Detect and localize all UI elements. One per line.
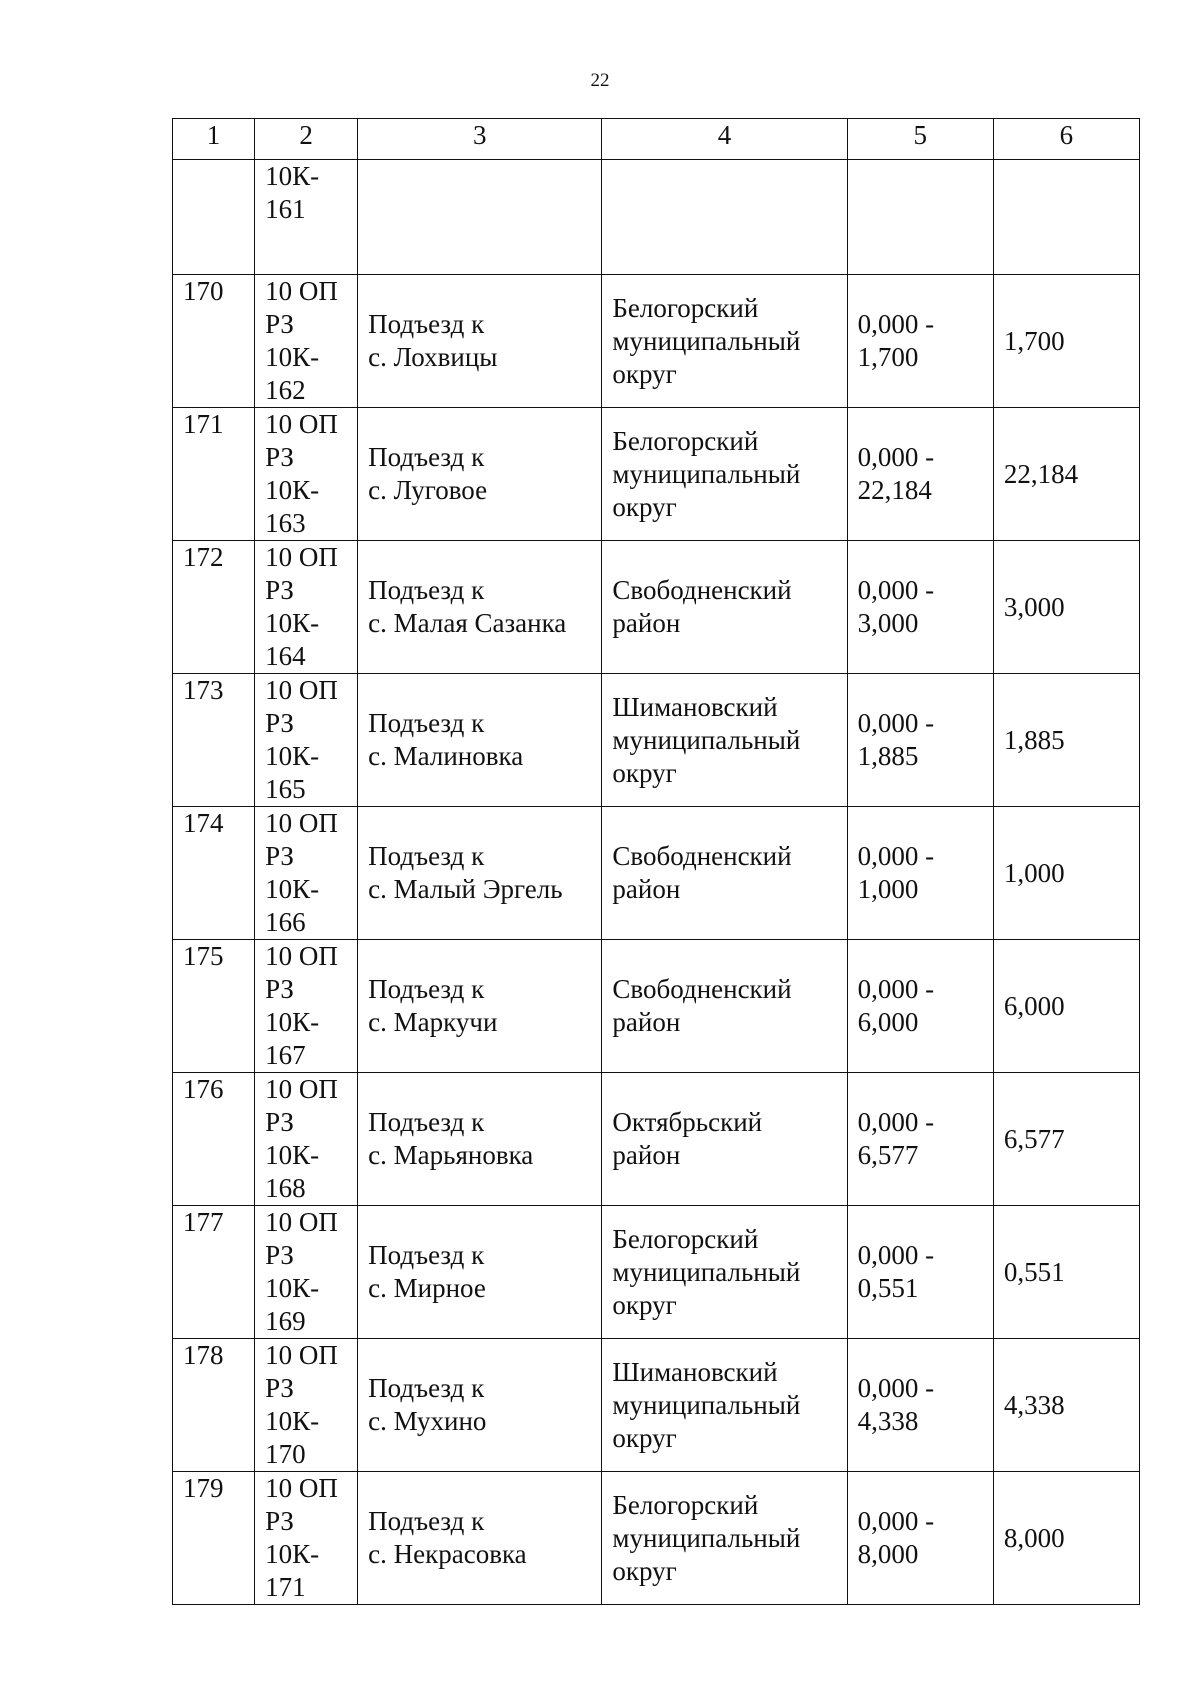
road-code-cell [255,674,358,807]
header-cell-4: 4 [602,119,847,160]
row-number-cell: 177 [173,1206,255,1339]
km-range-line: 1,700 [857,342,919,372]
road-name-line: с. Луговое [368,475,488,505]
district-line: район [612,1140,681,1170]
road-code-line: 10 ОП [265,409,338,439]
road-name-line: с. Малая Сазанка [368,608,567,638]
district-line: Белогорский [612,1489,759,1520]
road-code-cell [255,275,358,408]
road-name-cell [358,541,602,674]
road-name-line: Подъезд к [368,309,485,339]
table-row [173,408,1140,541]
km-range-cell [847,1339,993,1472]
road-code-line: 10К- [265,1406,320,1436]
road-code-cell [255,1206,358,1339]
km-range-line: 0,000 - [857,974,935,1004]
km-range-cell [847,940,993,1073]
road-name-line: Подъезд к [368,1107,485,1137]
road-code-line: 10К- [265,874,320,904]
continuation-district-cell [602,160,847,275]
length-cell: 0,551 [993,1206,1139,1339]
km-range-line: 0,551 [857,1273,919,1303]
length-cell: 4,338 [993,1339,1139,1472]
table-row [173,1472,1140,1605]
km-range-line: 0,000 - [857,1107,935,1137]
page-number: 22 [590,70,610,91]
road-code-cell [255,940,358,1073]
district-line: муниципальный [612,1389,801,1420]
road-name-cell [358,1339,602,1472]
road-code-line: 171 [265,1572,306,1602]
length-cell: 6,577 [993,1073,1139,1206]
road-code-line: РЗ [265,708,294,738]
district-line: муниципальный [612,1522,801,1553]
roads-table [172,118,1140,1605]
district-cell [602,1206,847,1339]
road-name-line: Подъезд к [368,442,485,472]
km-range-line: 22,184 [857,475,932,505]
road-code-line: 162 [265,375,306,405]
road-code-line: РЗ [265,1240,294,1270]
continuation-code-line: 161 [265,194,306,224]
road-code-line: 10 ОП [265,276,338,306]
district-line: муниципальный [612,724,801,755]
district-line: Белогорский [612,292,759,323]
continuation-code-line: 10К- [265,161,320,191]
road-code-line: 10К- [265,1539,320,1569]
road-code-line: 165 [265,774,306,804]
district-cell [602,541,847,674]
road-name-line: с. Лохвицы [368,342,498,372]
row-number-cell: 178 [173,1339,255,1472]
table-row [173,807,1140,940]
km-range-cell [847,1472,993,1605]
table-row [173,674,1140,807]
district-line: Белогорский [612,425,759,456]
district-cell [602,1073,847,1206]
header-cell-3: 3 [358,119,602,160]
row-number-cell: 176 [173,1073,255,1206]
length-cell: 1,000 [993,807,1139,940]
table-row [173,275,1140,408]
road-code-line: 10 ОП [265,808,338,838]
road-code-line: 168 [265,1173,306,1203]
district-line: округ [612,491,677,522]
header-cell-6: 6 [993,119,1139,160]
continuation-name-cell [358,160,602,275]
row-number-cell: 175 [173,940,255,1073]
road-code-line: 163 [265,508,306,538]
road-code-line: РЗ [265,974,294,1004]
continuation-range-cell [847,160,993,275]
length-cell: 8,000 [993,1472,1139,1605]
road-code-line: 167 [265,1040,306,1070]
road-name-line: с. Мирное [368,1273,486,1303]
district-line: район [612,874,681,904]
header-row [173,119,1140,160]
km-range-line: 6,577 [857,1140,919,1170]
table-row [173,1073,1140,1206]
row-number-cell: 173 [173,674,255,807]
road-code-cell [255,1073,358,1206]
district-cell [602,1472,847,1605]
district-line: Белогорский [612,1223,759,1254]
district-line: Свободненский [612,575,792,605]
km-range-line: 0,000 - [857,1240,935,1270]
road-code-line: РЗ [265,1107,294,1137]
district-line: Свободненский [612,841,792,871]
road-name-line: с. Марьяновка [368,1140,534,1170]
road-code-line: 10К- [265,342,320,372]
road-code-line: 169 [265,1306,306,1336]
district-line: Шимановский [612,691,778,722]
road-code-line: РЗ [265,1373,294,1403]
km-range-line: 4,338 [857,1406,919,1436]
km-range-line: 6,000 [857,1007,919,1037]
road-code-line: 10 ОП [265,1473,338,1503]
km-range-cell [847,1206,993,1339]
district-line: округ [612,358,677,389]
road-code-line: 10К- [265,608,320,638]
km-range-line: 8,000 [857,1539,919,1569]
road-name-line: Подъезд к [368,708,485,738]
km-range-cell [847,275,993,408]
road-name-cell [358,275,602,408]
road-name-cell [358,1472,602,1605]
length-cell: 6,000 [993,940,1139,1073]
road-name-cell [358,674,602,807]
row-number-cell: 172 [173,541,255,674]
road-name-line: с. Малый Эргель [368,874,563,904]
road-code-line: 10 ОП [265,675,338,705]
road-code-line: 170 [265,1439,306,1469]
km-range-line: 1,000 [857,874,919,904]
road-name-line: с. Маркучи [368,1007,498,1037]
district-line: район [612,608,681,638]
road-code-line: РЗ [265,841,294,871]
road-name-line: Подъезд к [368,841,485,871]
road-code-line: 10 ОП [265,542,338,572]
continuation-length-cell [993,160,1139,275]
road-code-line: 10 ОП [265,941,338,971]
length-cell: 3,000 [993,541,1139,674]
district-line: округ [612,1422,677,1453]
road-code-line: РЗ [265,309,294,339]
length-cell: 1,885 [993,674,1139,807]
km-range-line: 0,000 - [857,841,935,871]
km-range-line: 0,000 - [857,1506,935,1536]
continuation-code-cell [255,160,358,275]
continuation-num-cell [173,160,255,275]
road-name-cell [358,408,602,541]
district-line: Шимановский [612,1356,778,1387]
row-number-cell: 171 [173,408,255,541]
road-code-line: РЗ [265,1506,294,1536]
road-code-line: 10 ОП [265,1074,338,1104]
road-name-line: с. Малиновка [368,741,524,771]
length-cell: 22,184 [993,408,1139,541]
table-row [173,1206,1140,1339]
km-range-line: 0,000 - [857,708,935,738]
km-range-line: 0,000 - [857,442,935,472]
district-line: Свободненский [612,974,792,1004]
row-number-cell: 179 [173,1472,255,1605]
km-range-cell [847,1073,993,1206]
road-code-cell [255,408,358,541]
road-code-line: 10К- [265,1273,320,1303]
road-name-line: с. Мухино [368,1406,487,1436]
length-cell: 1,700 [993,275,1139,408]
header-cell-5: 5 [847,119,993,160]
road-name-line: Подъезд к [368,1506,485,1536]
road-name-line: с. Некрасовка [368,1539,527,1569]
road-name-cell [358,1073,602,1206]
road-code-line: РЗ [265,442,294,472]
road-name-cell [358,940,602,1073]
continuation-row [173,160,1140,275]
district-line: округ [612,757,677,788]
district-cell [602,408,847,541]
road-code-cell [255,807,358,940]
district-line: округ [612,1555,677,1586]
km-range-cell [847,541,993,674]
district-cell [602,275,847,408]
road-code-line: 10 ОП [265,1340,338,1370]
header-cell-1: 1 [173,119,255,160]
road-code-line: 10К- [265,741,320,771]
table-row [173,1339,1140,1472]
district-line: муниципальный [612,1256,801,1287]
row-number-cell: 174 [173,807,255,940]
district-cell [602,1339,847,1472]
km-range-line: 1,885 [857,741,919,771]
district-line: муниципальный [612,325,801,356]
road-name-line: Подъезд к [368,575,485,605]
district-line: Октябрьский [612,1107,763,1137]
row-number-cell: 170 [173,275,255,408]
road-name-cell [358,1206,602,1339]
road-code-line: РЗ [265,575,294,605]
district-cell [602,674,847,807]
road-code-line: 10 ОП [265,1207,338,1237]
road-code-line: 10К- [265,1140,320,1170]
km-range-cell [847,408,993,541]
road-name-cell [358,807,602,940]
road-code-line: 10К- [265,475,320,505]
table-body [173,119,1140,1605]
road-code-line: 10К- [265,1007,320,1037]
km-range-line: 3,000 [857,608,919,638]
table-row [173,541,1140,674]
road-code-cell [255,1472,358,1605]
header-cell-2: 2 [255,119,358,160]
road-name-line: Подъезд к [368,974,485,1004]
km-range-cell [847,674,993,807]
km-range-line: 0,000 - [857,309,935,339]
road-code-line: 164 [265,641,306,671]
road-code-cell [255,1339,358,1472]
district-line: муниципальный [612,458,801,489]
district-line: округ [612,1289,677,1320]
district-cell [602,807,847,940]
table-row [173,940,1140,1073]
road-name-line: Подъезд к [368,1240,485,1270]
district-line: район [612,1007,681,1037]
district-cell [602,940,847,1073]
km-range-cell [847,807,993,940]
km-range-line: 0,000 - [857,1373,935,1403]
road-code-line: 166 [265,907,306,937]
road-name-line: Подъезд к [368,1373,485,1403]
km-range-line: 0,000 - [857,575,935,605]
road-code-cell [255,541,358,674]
